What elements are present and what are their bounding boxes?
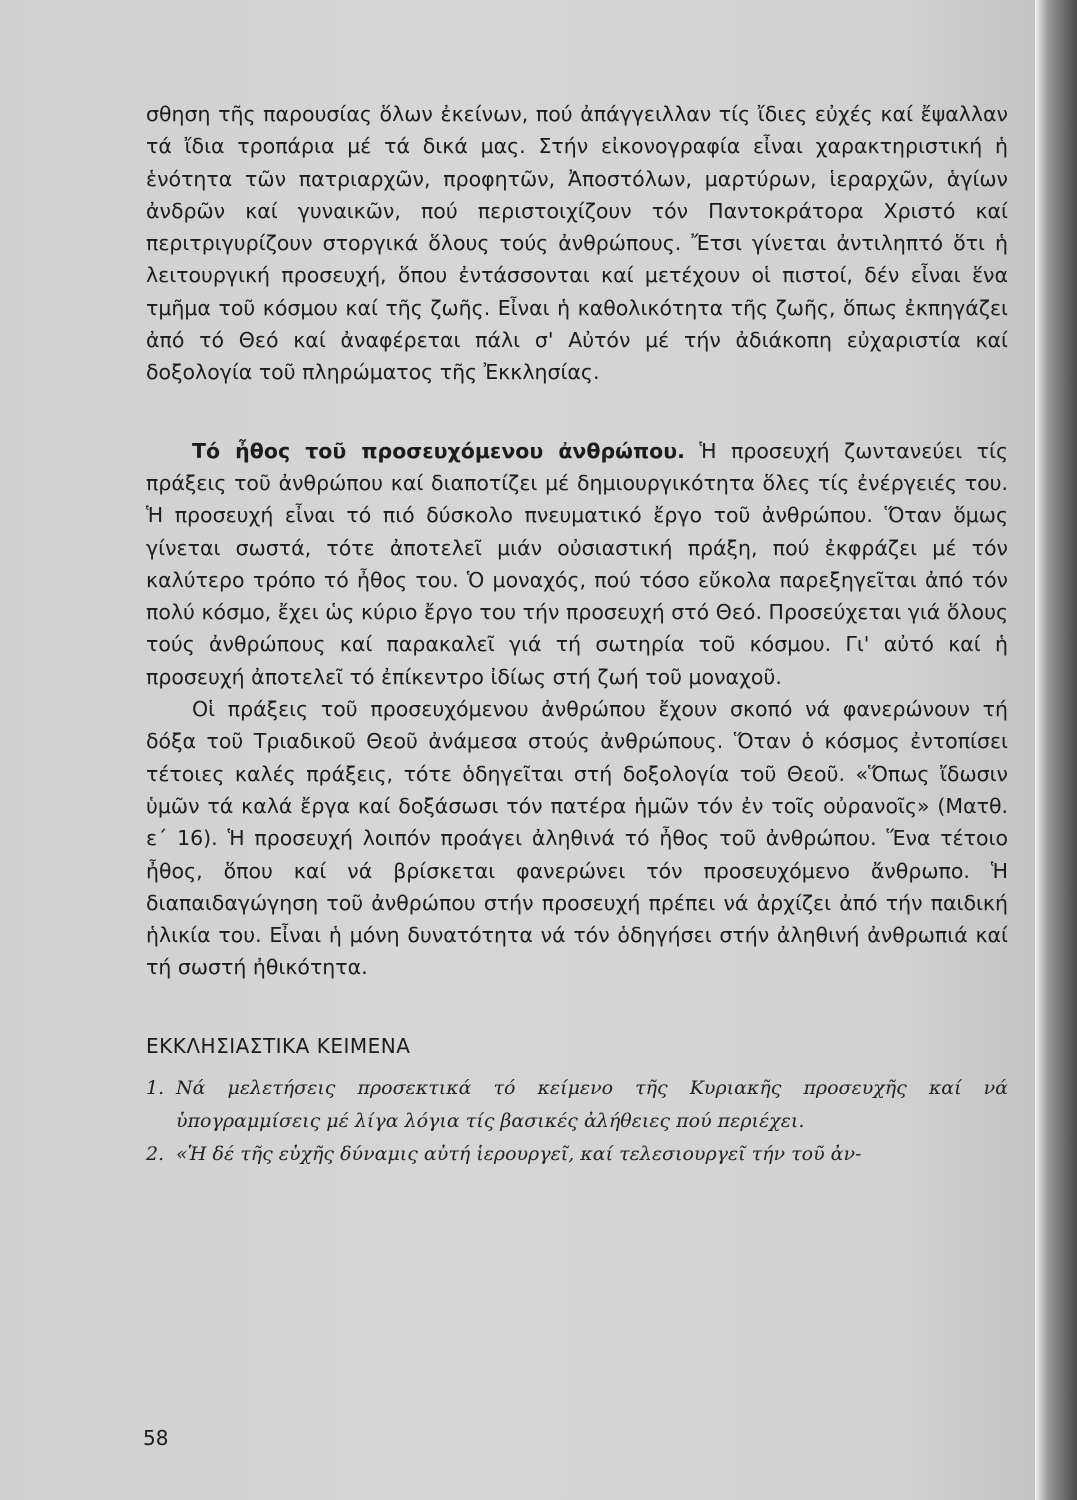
exercise-item bbox=[146, 1138, 1008, 1171]
paragraph-2 bbox=[146, 435, 1008, 693]
paragraph-1: σθηση τῆς παρουσίας ὅλων ἐκείνων, πού ἀπάγγειλλαν τίς ἴδιες εὐχές καί ἔψαλλαν τά ἴδια τροπάρια μέ τά δικά μας. Στήν εἰκονογραφία εἶναι χαρακτηριστική ἡ ἑνότητα τῶν πατριαρχῶν, προφητῶν, Ἀποστόλων, μαρτύρων, ἱεραρχῶν, ἁγίων ἀνδρῶν καί γυναικῶν, πού περιστοιχίζουν τόν Παντοκράτορα Χριστό καί περιτριγυρίζουν στοργικά ὅλους τούς ἀνθρώπους. Ἔτσι γίνεται ἀντιληπτό ὅτι ἡ λειτουργική προσευχή, ὅπου ἐντάσσονται καί μετέχουν οἱ πιστοί, δέν εἶναι ἕνα τμῆμα τοῦ κόσμου καί τῆς ζωῆς. Εἶναι ἡ καθολικότητα τῆς ζωῆς, ὅπως ἐκπηγάζει ἀπό τό Θεό καί ἀναφέρεται πάλι σ' Αὐτόν μέ τήν ἀδιάκοπη εὐχαριστία καί δοξολογία τοῦ πληρώματος τῆς Ἐκκλησίας. bbox=[146, 102, 1008, 385]
page-binding-edge bbox=[1035, 0, 1077, 1500]
exercise-number: 1. bbox=[146, 1077, 165, 1100]
paragraph-3: Οἱ πράξεις τοῦ προσευχόμενου ἀνθρώπου ἔχουν σκοπό νά φανερώνουν τή δόξα τοῦ Τριαδικοῦ Θεοῦ ἀνάμεσα στούς ἀνθρώπους. Ὅταν ὁ κόσμος ἐντοπίσει τέτοιες καλές πράξεις, τότε ὁδηγεῖται στή δοξολογία τοῦ Θεοῦ. «Ὅπως ἴδωσιν ὑμῶν τά καλά ἔργα καί δοξάσωσι τόν πατέρα ἡμῶν τόν ἐν τοῖς οὐρανοῖς» (Ματθ. ε΄ 16). Ἡ προσευχή λοιπόν προάγει ἀληθινά τό ἦθος τοῦ ἀνθρώπου. Ἕνα τέτοιο ἦθος, ὅπου καί νά βρίσκεται φανερώνει τόν προσευχόμενο ἄνθρωπο. Ἡ διαπαιδαγώγηση τοῦ ἀνθρώπου στήν προσευχή πρέπει νά ἀρχίζει ἀπό τήν παιδική ἡλικία του. Εἶναι ἡ μόνη δυνατότητα νά τόν ὁδηγήσει στήν ἀληθινή ἀνθρωπιά καί τή σωστή ἠθικότητα. bbox=[146, 697, 1008, 980]
section-title: Τό ἦθος τοῦ προσευχόμενου ἀνθρώπου. bbox=[192, 438, 685, 463]
exercise-item bbox=[146, 1072, 1008, 1138]
exercise-text: Νά μελετήσεις προσεκτικά τό κείμενο τῆς Κυριακῆς προσευχῆς καί νά ὑπογραμμίσεις μέ λίγα λόγια τίς βασικές ἀλήθειες πού περιέχει. bbox=[176, 1077, 1008, 1133]
exercise-text: «Ἡ δέ τῆς εὐχῆς δύναμις αὐτή ἱερουργεῖ, καί τελεσιουργεῖ τήν τοῦ ἀν- bbox=[176, 1143, 862, 1166]
exercise-list bbox=[146, 1072, 1008, 1171]
page-number: 58 bbox=[143, 1426, 169, 1450]
section-heading: ΕΚΚΛΗΣΙΑΣΤΙΚΑ ΚΕΙΜΕΝΑ bbox=[146, 1033, 411, 1058]
page-text bbox=[146, 98, 1008, 1171]
paragraph-2-body: Ἡ προσευχή ζωντανεύει τίς πράξεις τοῦ ἀνθρώπου καί διαποτίζει μέ δημιουργικότητα ὅλες τίς ἐνέργειές του. Ἡ προσευχή εἶναι τό πιό δύσκολο πνευματικό ἔργο τοῦ ἀνθρώπου. Ὅταν ὅμως γίνεται σωστά, τότε ἀποτελεῖ μιάν οὐσιαστική πράξη, πού ἐκφράζει μέ τόν καλύτερο τρόπο τό ἦθος του. Ὁ μοναχός, πού τόσο εὔκολα παρεξηγεῖται ἀπό τόν πολύ κόσμο, ἔχει ὡς κύριο ἔργο του τήν προσευχή στό Θεό. Προσεύχεται γιά ὅλους τούς ἀνθρώπους καί παρακαλεῖ γιά τή σωτηρία τοῦ κόσμου. Γι' αὐτό καί ἡ προσευχή ἀποτελεῖ τό ἐπίκεντρο ἰδίως στή ζωή τοῦ μοναχοῦ. bbox=[146, 438, 1008, 689]
exercise-number: 2. bbox=[146, 1143, 165, 1166]
